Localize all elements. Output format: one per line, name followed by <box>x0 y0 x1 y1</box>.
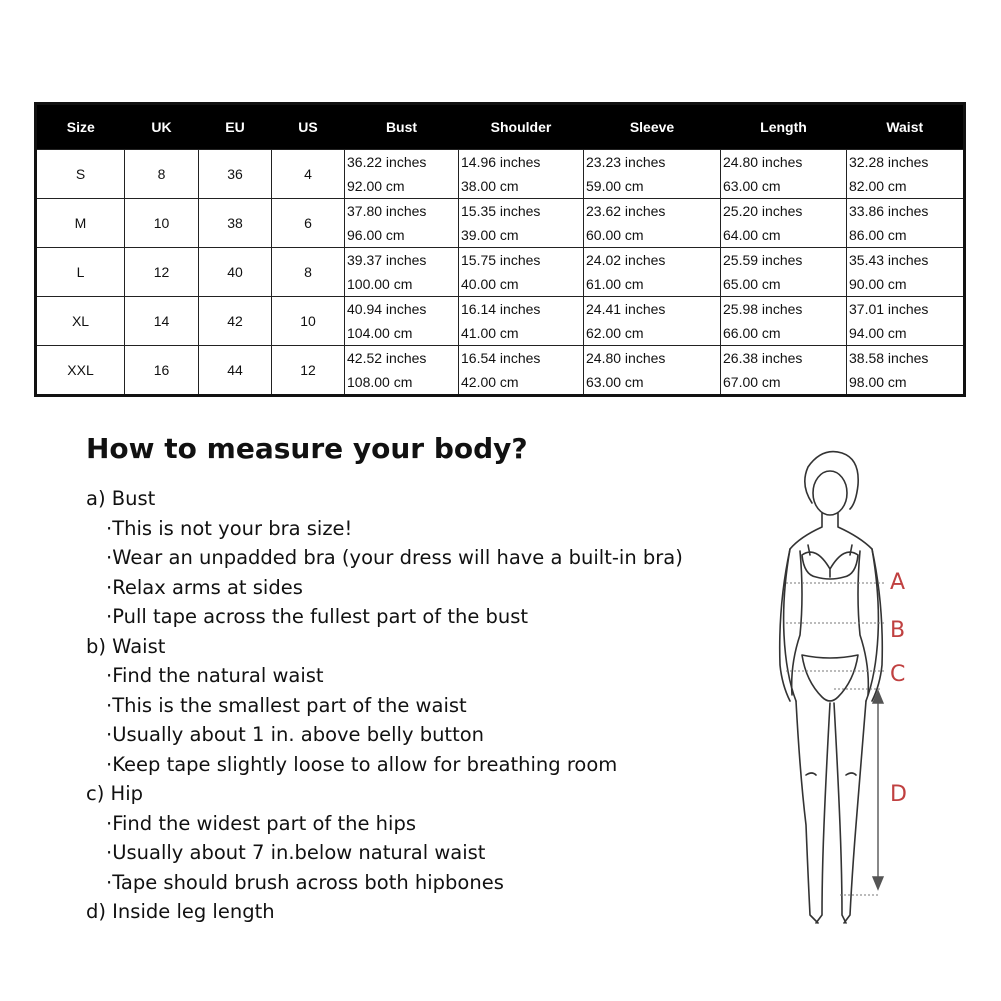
cell-us: 8 <box>272 248 345 297</box>
cell-waist-inches: 33.86 inches <box>847 199 965 224</box>
cell-sleeve-inches: 23.62 inches <box>584 199 721 224</box>
cell-eu: 36 <box>199 150 272 199</box>
figure-legs <box>796 701 866 923</box>
marker-c: C <box>890 662 906 687</box>
figure-hair <box>805 452 858 509</box>
cell-shoulder-cm: 40.00 cm <box>459 272 584 297</box>
cell-sleeve-inches: 23.23 inches <box>584 150 721 175</box>
cell-sleeve-cm: 60.00 cm <box>584 223 721 248</box>
figure-bra <box>802 545 858 579</box>
measure-instructions <box>86 484 746 927</box>
table-row <box>36 199 965 224</box>
cell-waist-inches: 37.01 inches <box>847 297 965 322</box>
cell-shoulder-inches: 16.54 inches <box>459 346 584 371</box>
body-measurement-figure <box>760 445 920 935</box>
cell-waist-inches: 35.43 inches <box>847 248 965 273</box>
cell-eu: 38 <box>199 199 272 248</box>
guide-section-label: a) Bust <box>86 487 156 510</box>
cell-uk: 14 <box>125 297 199 346</box>
cell-shoulder-inches: 14.96 inches <box>459 150 584 175</box>
column-header-bust: Bust <box>345 104 459 150</box>
figure-torso-outline <box>784 513 879 701</box>
figure-head <box>813 471 847 515</box>
cell-length-cm: 65.00 cm <box>721 272 847 297</box>
cell-length-inches: 24.80 inches <box>721 150 847 175</box>
cell-bust-inches: 40.94 inches <box>345 297 459 322</box>
column-header-size: Size <box>36 104 125 150</box>
guide-tip: ·Usually about 1 in. above belly button <box>106 723 485 746</box>
cell-length-cm: 66.00 cm <box>721 321 847 346</box>
table-row <box>36 150 965 175</box>
cell-shoulder-cm: 39.00 cm <box>459 223 584 248</box>
figure-underwear <box>802 655 858 701</box>
cell-waist-cm: 90.00 cm <box>847 272 965 297</box>
column-header-eu: EU <box>199 104 272 150</box>
marker-b: B <box>890 618 906 643</box>
cell-shoulder-cm: 42.00 cm <box>459 370 584 396</box>
guide-tip: ·Usually about 7 in.below natural waist <box>106 841 486 864</box>
guide-tip: ·Keep tape slightly loose to allow for breathing room <box>106 752 618 776</box>
table-row <box>36 346 965 371</box>
guide-tip: ·Find the natural waist <box>106 664 324 687</box>
cell-us: 12 <box>272 346 345 396</box>
guide-tip: ·Tape should brush across both hipbones <box>106 870 504 894</box>
cell-length-cm: 64.00 cm <box>721 223 847 248</box>
cell-size: M <box>36 199 125 248</box>
cell-uk: 8 <box>125 150 199 199</box>
cell-sleeve-inches: 24.41 inches <box>584 297 721 322</box>
guide-title: How to measure your body? <box>86 432 528 465</box>
cell-sleeve-inches: 24.80 inches <box>584 346 721 371</box>
cell-uk: 10 <box>125 199 199 248</box>
cell-waist-cm: 98.00 cm <box>847 370 965 396</box>
guide-section-label: b) Waist <box>86 634 166 658</box>
size-chart-table <box>34 102 966 397</box>
cell-waist-inches: 38.58 inches <box>847 346 965 371</box>
cell-sleeve-cm: 62.00 cm <box>584 321 721 346</box>
cell-bust-cm: 100.00 cm <box>345 272 459 297</box>
guide-section-label: d) Inside leg length <box>86 900 275 923</box>
cell-length-cm: 63.00 cm <box>721 174 847 199</box>
column-header-sleeve: Sleeve <box>584 104 721 150</box>
cell-length-cm: 67.00 cm <box>721 370 847 396</box>
cell-waist-cm: 94.00 cm <box>847 321 965 346</box>
cell-sleeve-inches: 24.02 inches <box>584 248 721 273</box>
cell-size: XXL <box>36 346 125 396</box>
cell-sleeve-cm: 59.00 cm <box>584 174 721 199</box>
cell-shoulder-inches: 15.35 inches <box>459 199 584 224</box>
cell-us: 10 <box>272 297 345 346</box>
column-header-length: Length <box>721 104 847 150</box>
guide-tip: ·This is not your bra size! <box>106 516 353 540</box>
cell-waist-cm: 86.00 cm <box>847 223 965 248</box>
column-header-uk: UK <box>125 104 199 150</box>
guide-tip: ·Wear an unpadded bra (your dress will have a built-in bra) <box>106 546 683 569</box>
marker-a: A <box>890 570 906 595</box>
column-header-us: US <box>272 104 345 150</box>
figure-arms <box>780 549 883 701</box>
cell-bust-cm: 92.00 cm <box>345 174 459 199</box>
column-header-waist: Waist <box>847 104 965 150</box>
cell-size: S <box>36 150 125 199</box>
guide-tip: ·This is the smallest part of the waist <box>106 693 467 717</box>
cell-length-inches: 25.20 inches <box>721 199 847 224</box>
cell-bust-cm: 104.00 cm <box>345 321 459 346</box>
cell-shoulder-cm: 41.00 cm <box>459 321 584 346</box>
cell-bust-cm: 96.00 cm <box>345 223 459 248</box>
table-row <box>36 297 965 322</box>
cell-shoulder-inches: 15.75 inches <box>459 248 584 273</box>
cell-waist-cm: 82.00 cm <box>847 174 965 199</box>
cell-uk: 12 <box>125 248 199 297</box>
cell-sleeve-cm: 61.00 cm <box>584 272 721 297</box>
cell-length-inches: 25.59 inches <box>721 248 847 273</box>
cell-shoulder-inches: 16.14 inches <box>459 297 584 322</box>
guide-tip: ·Find the widest part of the hips <box>106 811 416 835</box>
cell-size: L <box>36 248 125 297</box>
cell-length-inches: 25.98 inches <box>721 297 847 322</box>
cell-eu: 42 <box>199 297 272 346</box>
table-header-row <box>36 104 965 150</box>
cell-bust-inches: 37.80 inches <box>345 199 459 224</box>
guide-section-label: c) Hip <box>86 782 143 805</box>
cell-eu: 40 <box>199 248 272 297</box>
cell-bust-inches: 42.52 inches <box>345 346 459 371</box>
cell-uk: 16 <box>125 346 199 396</box>
cell-length-inches: 26.38 inches <box>721 346 847 371</box>
cell-us: 6 <box>272 199 345 248</box>
cell-us: 4 <box>272 150 345 199</box>
table-body <box>36 150 965 396</box>
cell-bust-inches: 39.37 inches <box>345 248 459 273</box>
cell-waist-inches: 32.28 inches <box>847 150 965 175</box>
column-header-shoulder: Shoulder <box>459 104 584 150</box>
cell-bust-inches: 36.22 inches <box>345 150 459 175</box>
cell-eu: 44 <box>199 346 272 396</box>
cell-shoulder-cm: 38.00 cm <box>459 174 584 199</box>
cell-sleeve-cm: 63.00 cm <box>584 370 721 396</box>
cell-size: XL <box>36 297 125 346</box>
cell-bust-cm: 108.00 cm <box>345 370 459 396</box>
guide-tip: ·Relax arms at sides <box>106 575 303 599</box>
marker-d: D <box>890 782 907 807</box>
table-row <box>36 248 965 273</box>
guide-tip: ·Pull tape across the fullest part of the bust <box>106 605 529 628</box>
